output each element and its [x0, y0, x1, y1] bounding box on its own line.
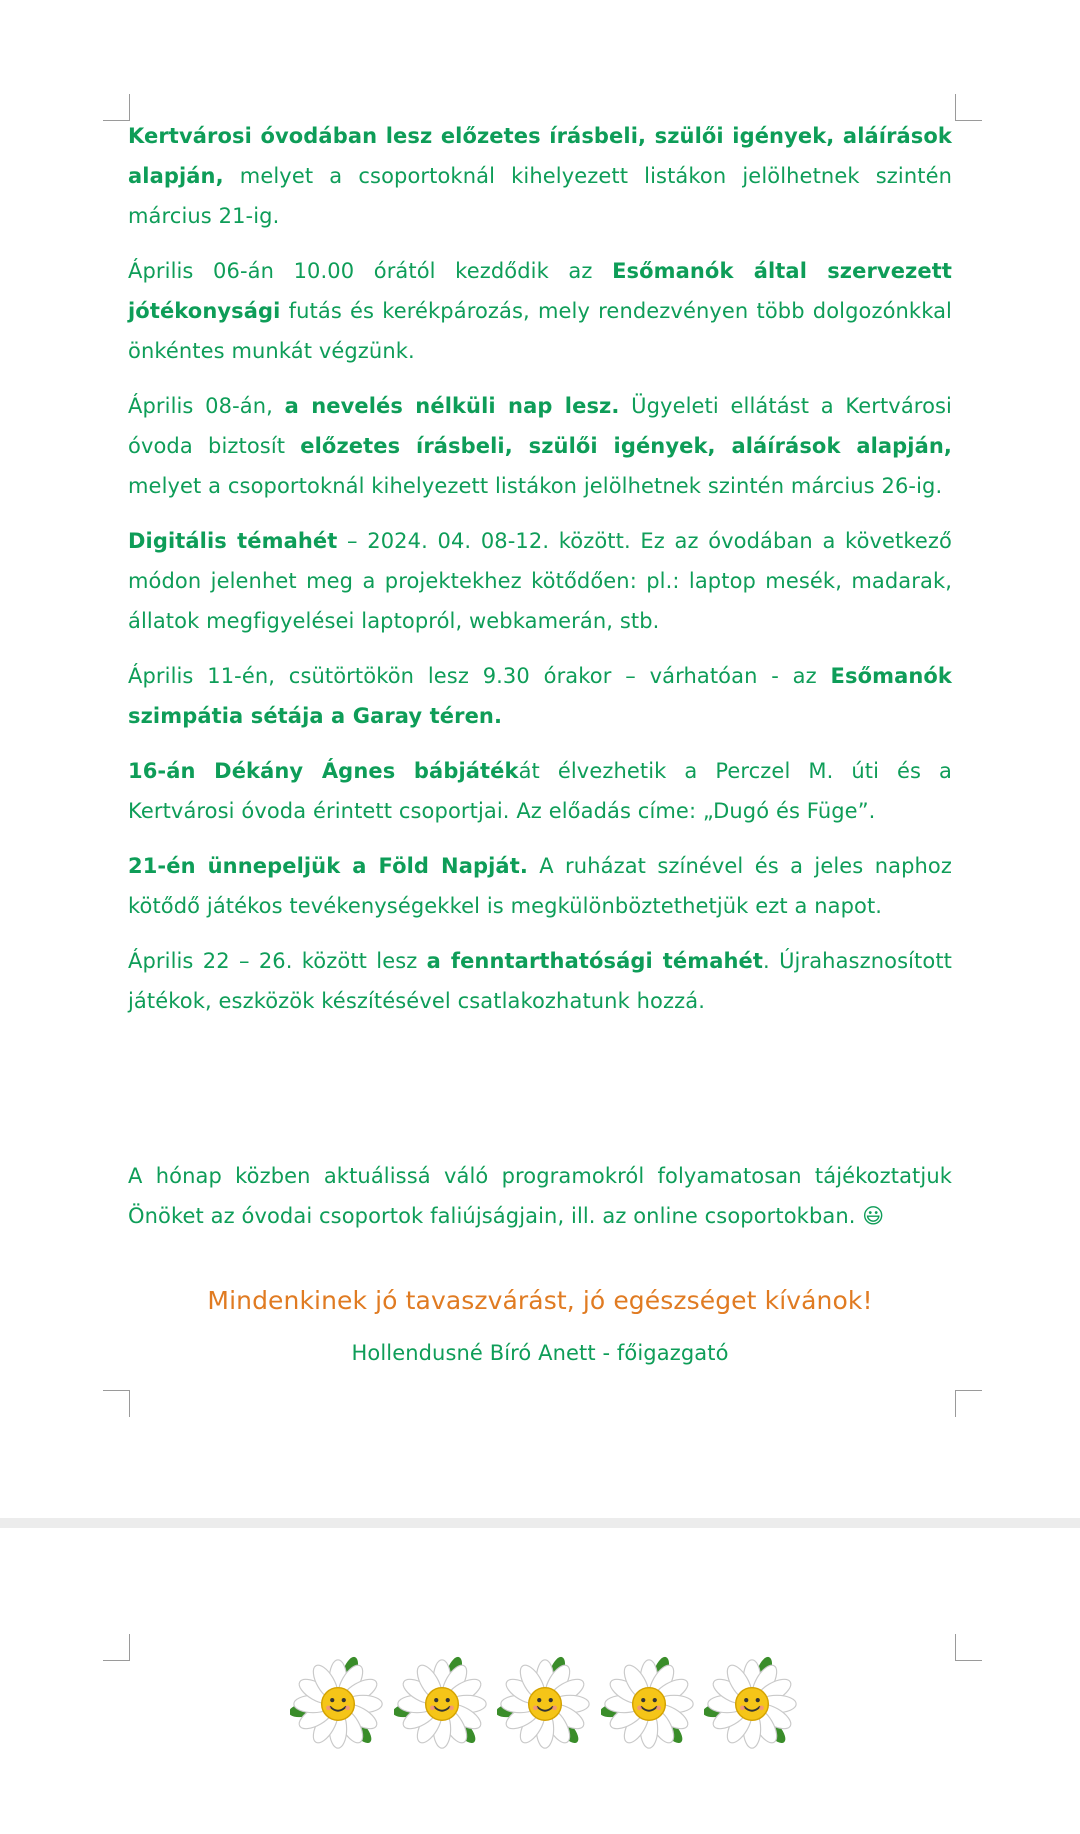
document-page-2 — [0, 1528, 1080, 1834]
program-paragraph — [128, 751, 952, 831]
document-body — [128, 116, 952, 1376]
body-text: A ruházat színével és a jeles naphoz kötődő játékos tevékenységekkel is megkülönböztethetjük ezt a napot. — [128, 854, 952, 918]
program-paragraph — [128, 846, 952, 926]
signature: Hollendusné Bíró Anett - főigazgató — [351, 1341, 729, 1365]
crop-mark-bottom-right — [955, 1390, 982, 1417]
daisy-icon — [704, 1656, 800, 1756]
program-paragraph — [128, 521, 952, 641]
page-separator — [0, 1518, 1080, 1528]
program-paragraph — [128, 251, 952, 371]
flower-decoration-row — [290, 1656, 800, 1756]
crop-mark-top-right — [955, 94, 982, 121]
emphasized-text: 16-án Dékány Ágnes bábjáték — [128, 759, 519, 783]
body-text: melyet a csoportoknál kihelyezett listákon jelölhetnek szintén március 26-ig. — [128, 474, 943, 498]
emphasized-text: előzetes írásbeli, szülői igények, aláírások alapján, — [300, 434, 952, 458]
body-text: . Újrahasznosított játékok, eszközök készítésével csatlakozhatunk hozzá. — [128, 949, 952, 1013]
emphasized-text: Digitális témahét — [128, 529, 338, 553]
program-paragraph — [128, 116, 952, 236]
daisy-icon — [497, 1656, 593, 1756]
body-text: Április 22 – 26. között lesz — [128, 949, 427, 973]
body-text: – 2024. 04. 08-12. között. Ez az óvodában a következő módon jelenhet meg a projektekhez kötődően: pl.: laptop mesék, madarak, állatok megfigyelései laptopról, webkamerán, stb. — [128, 529, 952, 633]
body-text: Ügyeleti ellátást a Kertvárosi óvoda biztosít — [128, 394, 952, 458]
body-text: futás és kerékpározás, mely rendezvényen több dolgozónkkal önkéntes munkát végzünk. — [128, 299, 952, 363]
body-text: Április 06-án 10.00 órától kezdődik az — [128, 259, 613, 283]
crop-mark-top-left — [103, 94, 130, 121]
program-paragraph — [128, 656, 952, 736]
daisy-icon — [601, 1656, 697, 1756]
closing-wish: Mindenkinek jó tavaszvárást, jó egészséget kívánok! — [207, 1286, 873, 1315]
body-text: Április 08-án, — [128, 394, 285, 418]
program-paragraph — [128, 386, 952, 506]
program-list — [128, 116, 952, 1021]
program-paragraph — [128, 941, 952, 1021]
crop-mark-top-left — [103, 1634, 130, 1661]
emphasized-text: a nevelés nélküli nap lesz. — [284, 394, 620, 418]
crop-mark-top-right — [955, 1634, 982, 1661]
closing-block — [128, 1276, 952, 1376]
body-text: Április 11-én, csütörtökön lesz 9.30 órakor – várhatóan - az — [128, 664, 831, 688]
daisy-icon — [290, 1656, 386, 1756]
body-text: át élvezhetik a Perczel M. úti és a Kertvárosi óvoda érintett csoportjai. Az előadás címe: „Dugó és Füge”. — [128, 759, 952, 823]
body-text: melyet a csoportoknál kihelyezett listákon jelölhetnek szintén március 21-ig. — [128, 164, 952, 228]
daisy-icon — [394, 1656, 490, 1756]
crop-mark-bottom-left — [103, 1390, 130, 1417]
emphasized-text: Esőmanók szimpátia sétája a Garay téren. — [128, 664, 952, 728]
blank-space — [128, 1036, 952, 1156]
emphasized-text: 21-én ünnepeljük a Föld Napját. — [128, 854, 528, 878]
emphasized-text: Esőmanók által szervezett jótékonysági — [128, 259, 952, 323]
emphasized-text: a fenntarthatósági témahét — [426, 949, 764, 973]
info-paragraph: A hónap közben aktuálissá váló programokról folyamatosan tájékoztatjuk Önöket az óvodai csoportok faliújságjain, ill. az online csoportokban. 😃 — [128, 1164, 952, 1228]
emphasized-text: Kertvárosi óvodában lesz előzetes írásbeli, szülői igények, aláírások alapján, — [128, 124, 952, 188]
